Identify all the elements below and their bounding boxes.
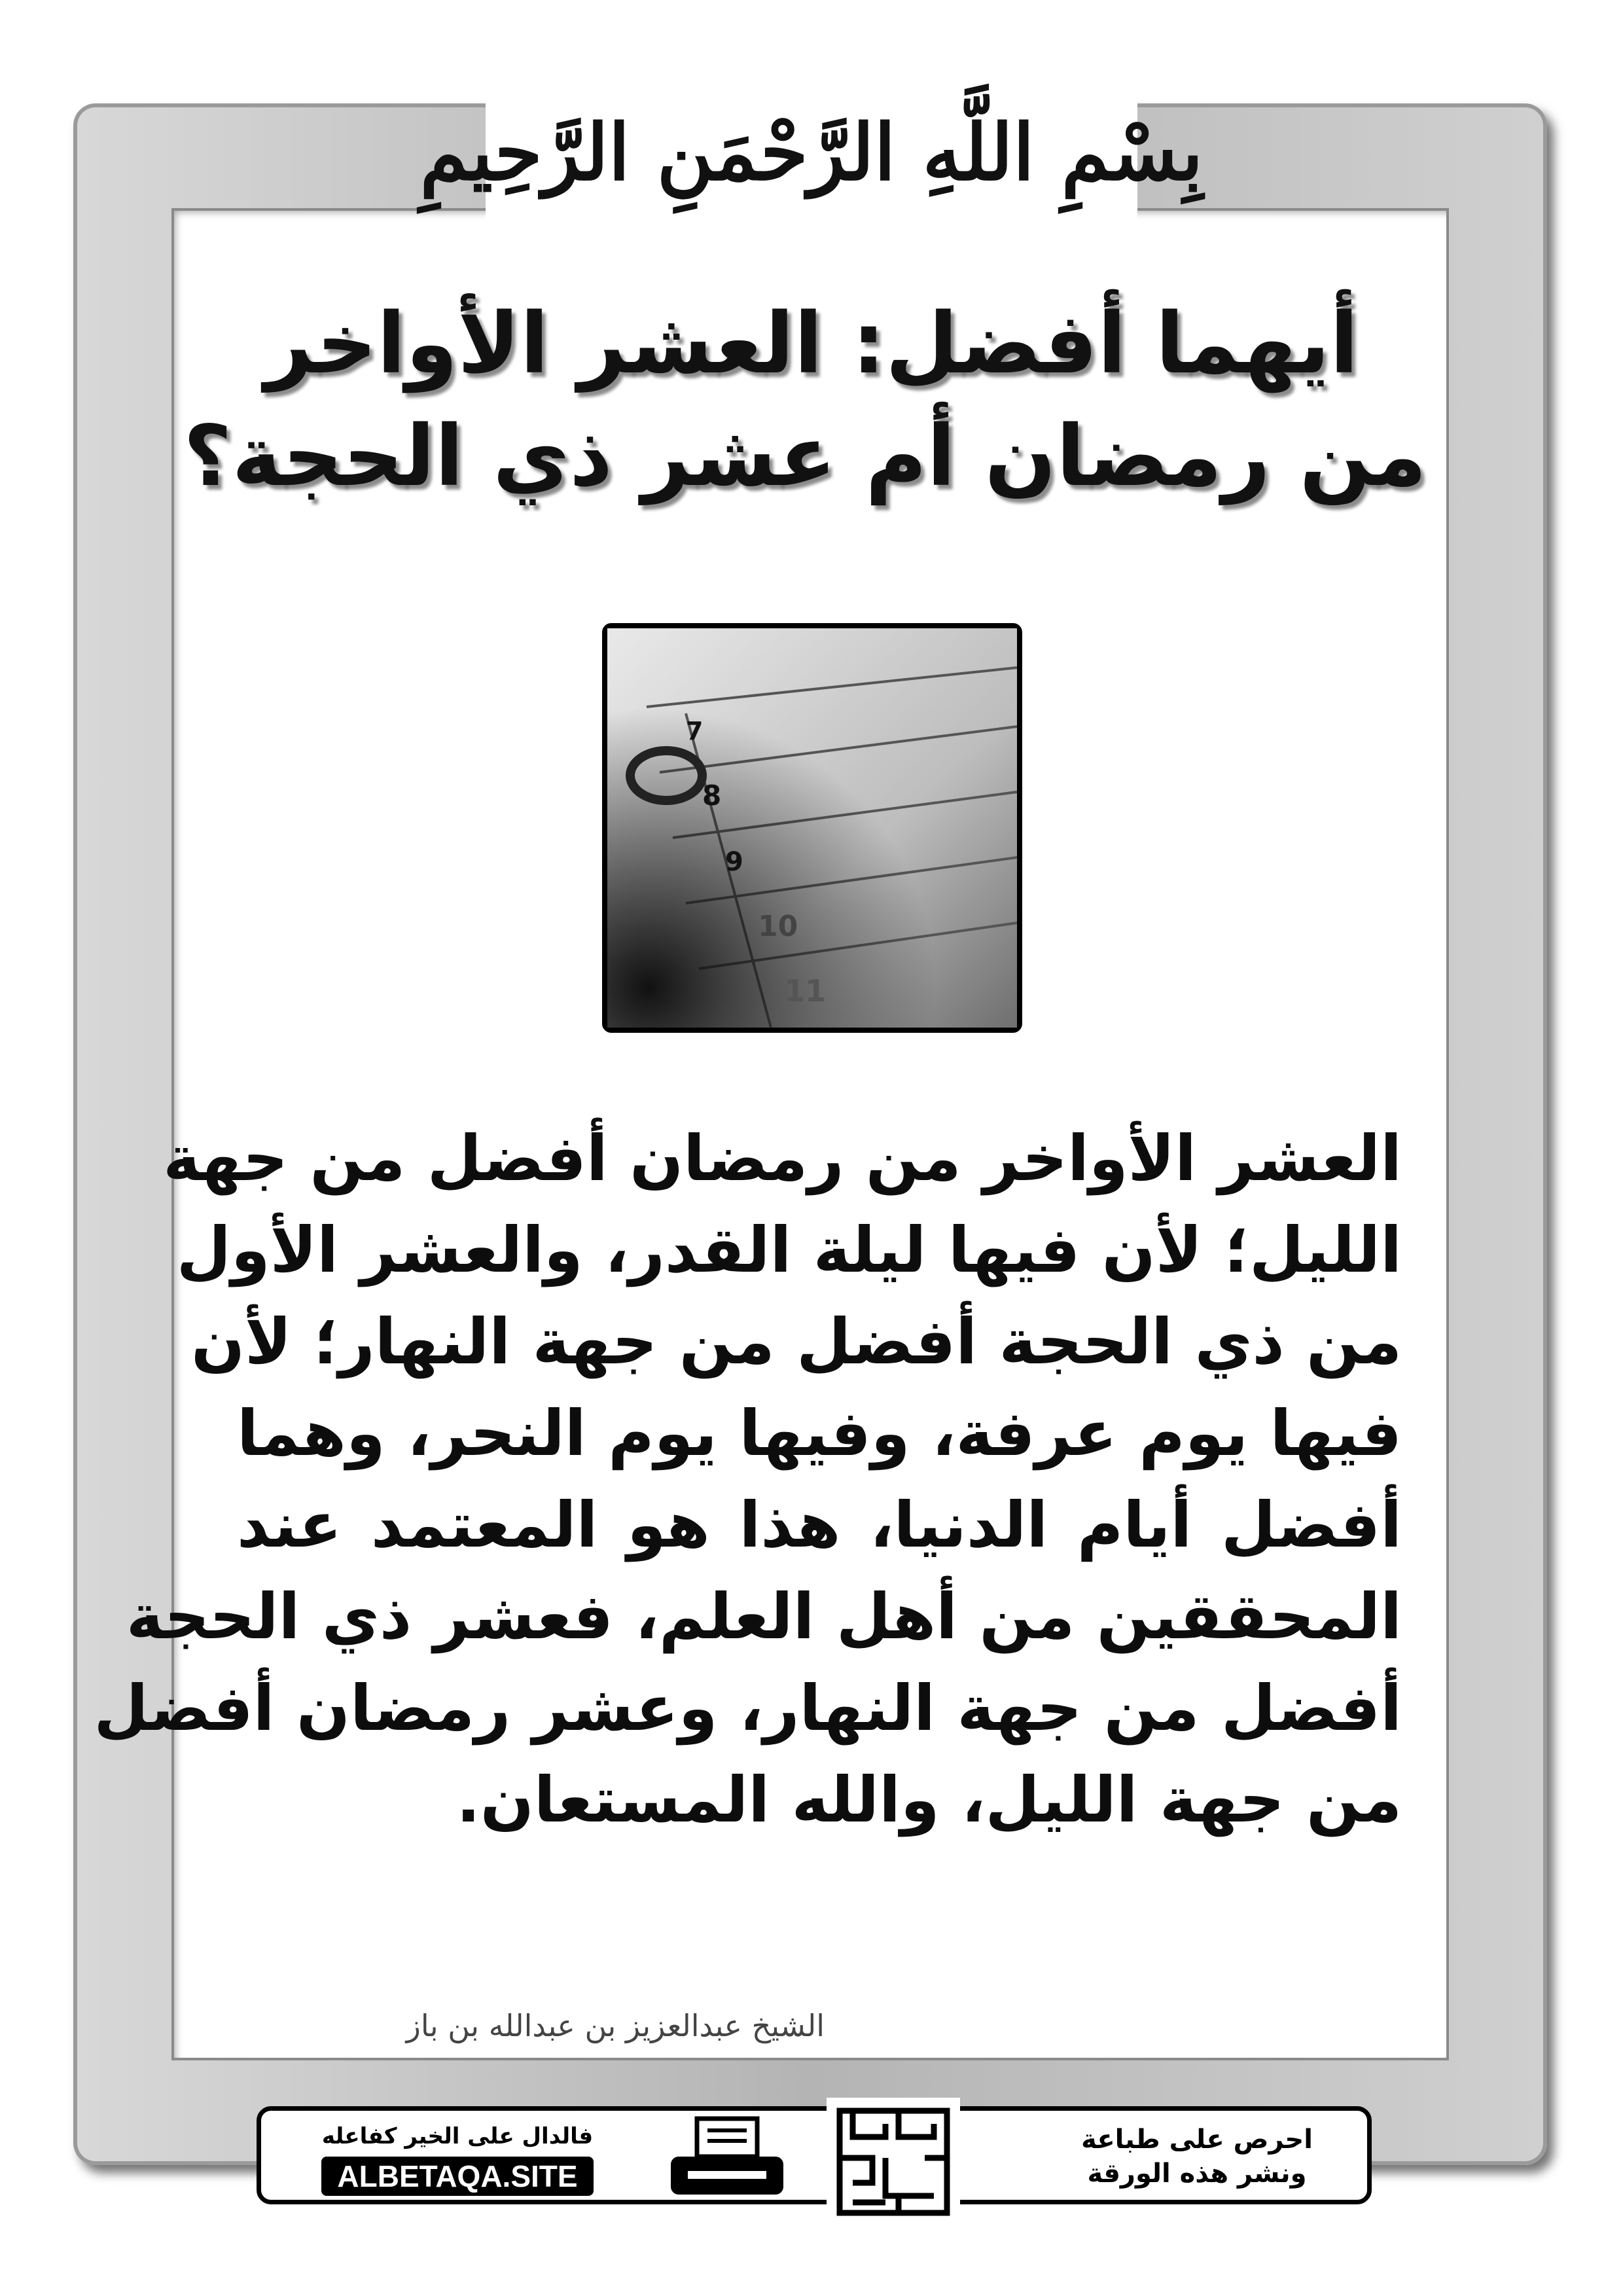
body-line: من جهة الليل، والله المستعان. [456,1763,1402,1837]
title-line-1: أيهما أفضل: العشر الأواخر [264,295,1359,393]
body-line: العشر الأواخر من رمضان أفضل من جهة [163,1122,1402,1195]
calendar-number-8: 8 [702,780,722,812]
footer-site-block [274,2120,641,2196]
body-line: من ذي الحجة أفضل من جهة النهار؛ لأن [191,1305,1402,1378]
body-line: أفضل من جهة النهار، وعشر رمضان أفضل [94,1672,1402,1745]
calendar-number-9: 9 [725,847,743,877]
print-reminder-line-2: ونشر هذه الورقة [1087,2159,1307,2189]
footer-tagline: فالدال على الخير كفاعله [321,2123,594,2149]
site-link[interactable]: ALBETAQA.SITE [321,2157,593,2196]
print-reminder-line-1: احرص على طباعة [1081,2125,1313,2155]
basmala-calligraphy-image [419,55,1204,232]
body-line: أفضل أيام الدنيا، هذا هو المعتمد عند [237,1488,1402,1562]
daawa-logo [827,2098,960,2226]
basmala-calligraphy [419,55,1204,232]
body-paragraph [94,1113,1402,1846]
daawa-logo-text: دعوة الورقة [891,2175,895,2176]
calendar-photo [602,623,1022,1033]
title-line-2: من رمضان أم عشر ذي الحجة؟ [183,408,1427,505]
body-line: الليل؛ لأن فيها ليلة القدر، والعشر الأول [176,1213,1402,1287]
body-line: فيها يوم عرفة، وفيها يوم النحر، وهما [237,1397,1402,1470]
calendar-number-10: 10 [758,910,798,943]
calendar-number-11: 11 [784,973,827,1009]
calendar-illustration [607,628,1017,1028]
print-reminder [1046,2123,1347,2191]
footer-banner [257,2106,1372,2204]
calendar-number-7: 7 [686,717,704,745]
body-line: المحققين من أهل العلم، فعشر ذي الحجة [126,1580,1402,1653]
page-title [183,288,1427,513]
daawa-logo-mark [827,2098,960,2226]
printer-icon [668,2117,786,2201]
author-attribution: الشيخ عبدالعزيز بن عبدالله بن باز [406,2008,825,2043]
basmala-text: بِسْمِ اللَّهِ الرَّحْمَنِ الرَّحِيمِ [419,107,1204,198]
